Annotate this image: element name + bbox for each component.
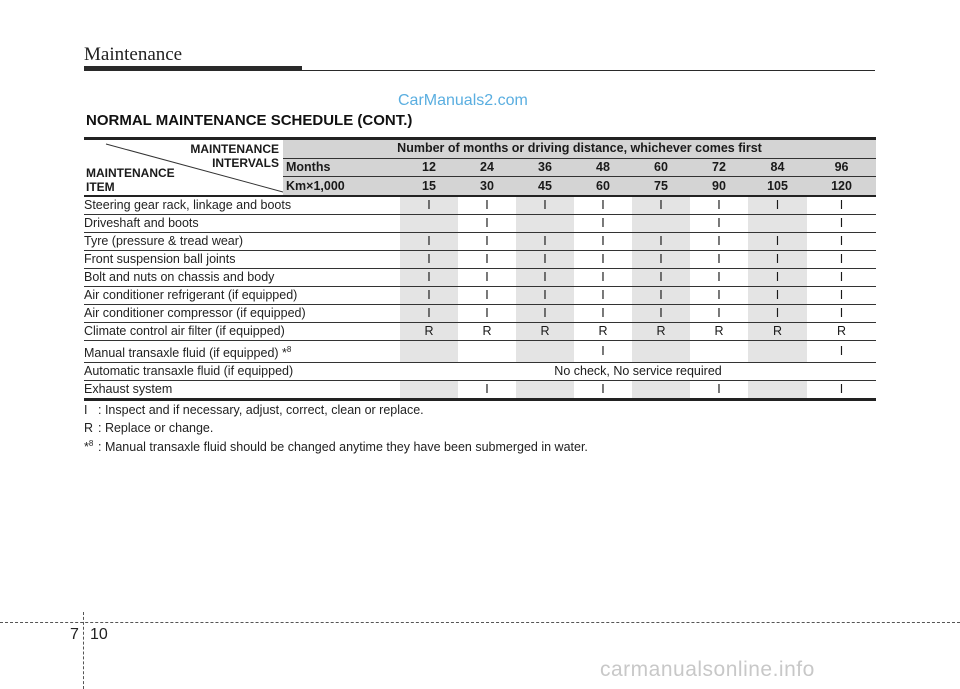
km-label: Km×1,000	[283, 177, 400, 196]
value-cell: I	[458, 196, 516, 215]
legend-symbol	[84, 403, 98, 417]
value-cell: I	[458, 233, 516, 251]
header-rule-thin	[302, 70, 875, 71]
value-cell	[400, 341, 458, 363]
value-cell: R	[516, 323, 574, 341]
value-cell: R	[458, 323, 516, 341]
value-cell: I	[458, 287, 516, 305]
months-header-cell: 84	[748, 158, 807, 177]
corner-header	[84, 139, 283, 197]
item-label: Front suspension ball joints	[84, 252, 236, 266]
value-cell: I	[807, 381, 876, 400]
value-cell	[400, 215, 458, 233]
value-cell: I	[690, 215, 748, 233]
value-cell: I	[690, 233, 748, 251]
value-cell: I	[400, 233, 458, 251]
value-cell: I	[516, 305, 574, 323]
legend-text: : Replace or change.	[98, 421, 214, 435]
item-cell	[84, 363, 400, 381]
value-cell: I	[516, 196, 574, 215]
item-label: Air conditioner refrigerant (if equipped)	[84, 288, 298, 302]
value-cell: I	[400, 269, 458, 287]
header-rule-thick	[84, 66, 302, 71]
value-cell: I	[574, 196, 632, 215]
value-cell: I	[574, 233, 632, 251]
months-header-cell: 48	[574, 158, 632, 177]
item-cell	[84, 305, 400, 323]
span-header: Number of months or driving distance, whichever comes first	[283, 139, 876, 159]
item-cell	[84, 323, 400, 341]
table-row	[84, 323, 876, 341]
value-cell: I	[690, 251, 748, 269]
value-cell: I	[458, 381, 516, 400]
item-label: Manual transaxle fluid (if equipped) *	[84, 346, 287, 361]
value-cell: I	[807, 269, 876, 287]
km-header-cell: 15	[400, 177, 458, 196]
value-cell: I	[632, 269, 690, 287]
value-cell: R	[632, 323, 690, 341]
value-cell: I	[748, 305, 807, 323]
corner-item-label: MAINTENANCE ITEM	[86, 166, 175, 194]
footer-divider	[83, 612, 84, 689]
footer-rule	[0, 622, 960, 623]
value-cell: I	[400, 196, 458, 215]
table-row	[84, 341, 876, 363]
value-cell	[690, 341, 748, 363]
value-cell: I	[690, 305, 748, 323]
chapter-number: 7	[70, 626, 79, 643]
months-header-cell: 60	[632, 158, 690, 177]
schedule-title: NORMAL MAINTENANCE SCHEDULE (CONT.)	[86, 112, 413, 129]
legend-footnote-marker: 8	[88, 439, 94, 448]
value-cell: I	[748, 269, 807, 287]
header-row-span	[84, 139, 876, 159]
table-row	[84, 381, 876, 400]
section-title: Maintenance	[84, 44, 183, 65]
value-cell	[632, 381, 690, 400]
value-cell: I	[807, 287, 876, 305]
item-label: Steering gear rack, linkage and boots	[84, 198, 292, 212]
table-row	[84, 251, 876, 269]
km-header-cell: 75	[632, 177, 690, 196]
item-cell	[84, 287, 400, 305]
item-label: Exhaust system	[84, 382, 173, 397]
value-cell: I	[632, 233, 690, 251]
value-cell: I	[632, 305, 690, 323]
maintenance-schedule-table	[84, 137, 876, 401]
months-header-cell: 36	[516, 158, 574, 177]
value-cell: I	[458, 269, 516, 287]
value-cell	[516, 215, 574, 233]
legend-symbol	[84, 439, 98, 454]
item-cell	[84, 215, 400, 233]
value-cell: I	[574, 251, 632, 269]
value-cell: I	[574, 215, 632, 233]
value-cell: I	[807, 341, 876, 363]
km-header-cell: 30	[458, 177, 516, 196]
footnote-marker: 8	[286, 345, 292, 354]
value-cell: I	[632, 287, 690, 305]
value-cell: I	[807, 251, 876, 269]
value-cell: I	[574, 381, 632, 400]
legend-symbol-text: R	[84, 421, 94, 435]
value-cell: I	[516, 269, 574, 287]
table-row	[84, 287, 876, 305]
value-cell: I	[748, 196, 807, 215]
value-cell: I	[458, 251, 516, 269]
km-header-cell: 105	[748, 177, 807, 196]
value-cell: R	[574, 323, 632, 341]
value-cell: I	[690, 287, 748, 305]
value-cell	[632, 215, 690, 233]
value-cell	[458, 341, 516, 363]
legend-symbol-text: *	[84, 440, 89, 455]
km-header-cell: 90	[690, 177, 748, 196]
value-cell	[632, 341, 690, 363]
item-cell	[84, 251, 400, 269]
legend-line	[84, 421, 213, 435]
value-cell: I	[748, 287, 807, 305]
value-cell: I	[400, 251, 458, 269]
value-cell: I	[458, 305, 516, 323]
value-cell	[516, 341, 574, 363]
months-header-cell: 24	[458, 158, 516, 177]
months-label: Months	[283, 158, 400, 177]
item-cell	[84, 341, 400, 363]
value-cell: I	[516, 251, 574, 269]
value-cell: I	[807, 233, 876, 251]
value-cell: I	[807, 196, 876, 215]
value-cell: I	[574, 341, 632, 363]
months-header-cell: 12	[400, 158, 458, 177]
corner-intervals-label: MAINTENANCE INTERVALS	[190, 142, 279, 170]
legend-symbol-text: I	[84, 403, 88, 417]
value-cell: R	[807, 323, 876, 341]
legend-text: : Manual transaxle fluid should be changed anytime they have been submerged in water.	[98, 440, 588, 455]
value-cell: I	[632, 251, 690, 269]
legend-line	[84, 439, 588, 454]
km-header-cell: 45	[516, 177, 574, 196]
item-cell	[84, 269, 400, 287]
months-header-cell: 72	[690, 158, 748, 177]
item-label: Driveshaft and boots	[84, 216, 199, 230]
item-label: Tyre (pressure & tread wear)	[84, 234, 244, 248]
legend-line	[84, 403, 424, 417]
months-header-cell: 96	[807, 158, 876, 177]
value-cell	[516, 381, 574, 400]
watermark-top: CarManuals2.com	[398, 92, 528, 109]
value-cell: I	[400, 287, 458, 305]
value-cell: I	[748, 233, 807, 251]
value-cell: I	[690, 196, 748, 215]
value-cell: I	[516, 233, 574, 251]
table-row	[84, 269, 876, 287]
value-cell: R	[748, 323, 807, 341]
table-row	[84, 363, 876, 381]
item-cell	[84, 381, 400, 400]
value-cell: I	[458, 215, 516, 233]
table-row	[84, 196, 876, 215]
km-header-cell: 60	[574, 177, 632, 196]
value-cell: R	[690, 323, 748, 341]
value-cell: R	[400, 323, 458, 341]
value-cell: I	[632, 196, 690, 215]
item-label: Bolt and nuts on chassis and body	[84, 270, 275, 284]
item-label: Air conditioner compressor (if equipped)	[84, 306, 306, 320]
value-cell: I	[574, 305, 632, 323]
value-cell	[400, 381, 458, 400]
item-cell	[84, 196, 400, 215]
value-cell: I	[400, 305, 458, 323]
legend-symbol	[84, 421, 98, 435]
item-label: Climate control air filter (if equipped)	[84, 324, 285, 338]
value-cell	[748, 381, 807, 400]
item-cell	[84, 233, 400, 251]
km-header-cell: 120	[807, 177, 876, 196]
value-cell: I	[807, 305, 876, 323]
legend-text: : Inspect and if necessary, adjust, correct, clean or replace.	[98, 403, 424, 417]
value-cell	[748, 215, 807, 233]
value-cell	[748, 341, 807, 363]
value-cell: I	[690, 269, 748, 287]
value-cell: I	[748, 251, 807, 269]
table-row	[84, 305, 876, 323]
value-cell: I	[574, 269, 632, 287]
table-row	[84, 233, 876, 251]
value-cell: I	[690, 381, 748, 400]
watermark-bottom: carmanualsonline.info	[600, 658, 815, 681]
value-cell: I	[516, 287, 574, 305]
value-cell: I	[807, 215, 876, 233]
span-value-cell: No check, No service required	[400, 363, 876, 381]
page-number: 10	[90, 626, 108, 643]
table-row	[84, 215, 876, 233]
value-cell: I	[574, 287, 632, 305]
item-label: Automatic transaxle fluid (if equipped)	[84, 364, 294, 379]
